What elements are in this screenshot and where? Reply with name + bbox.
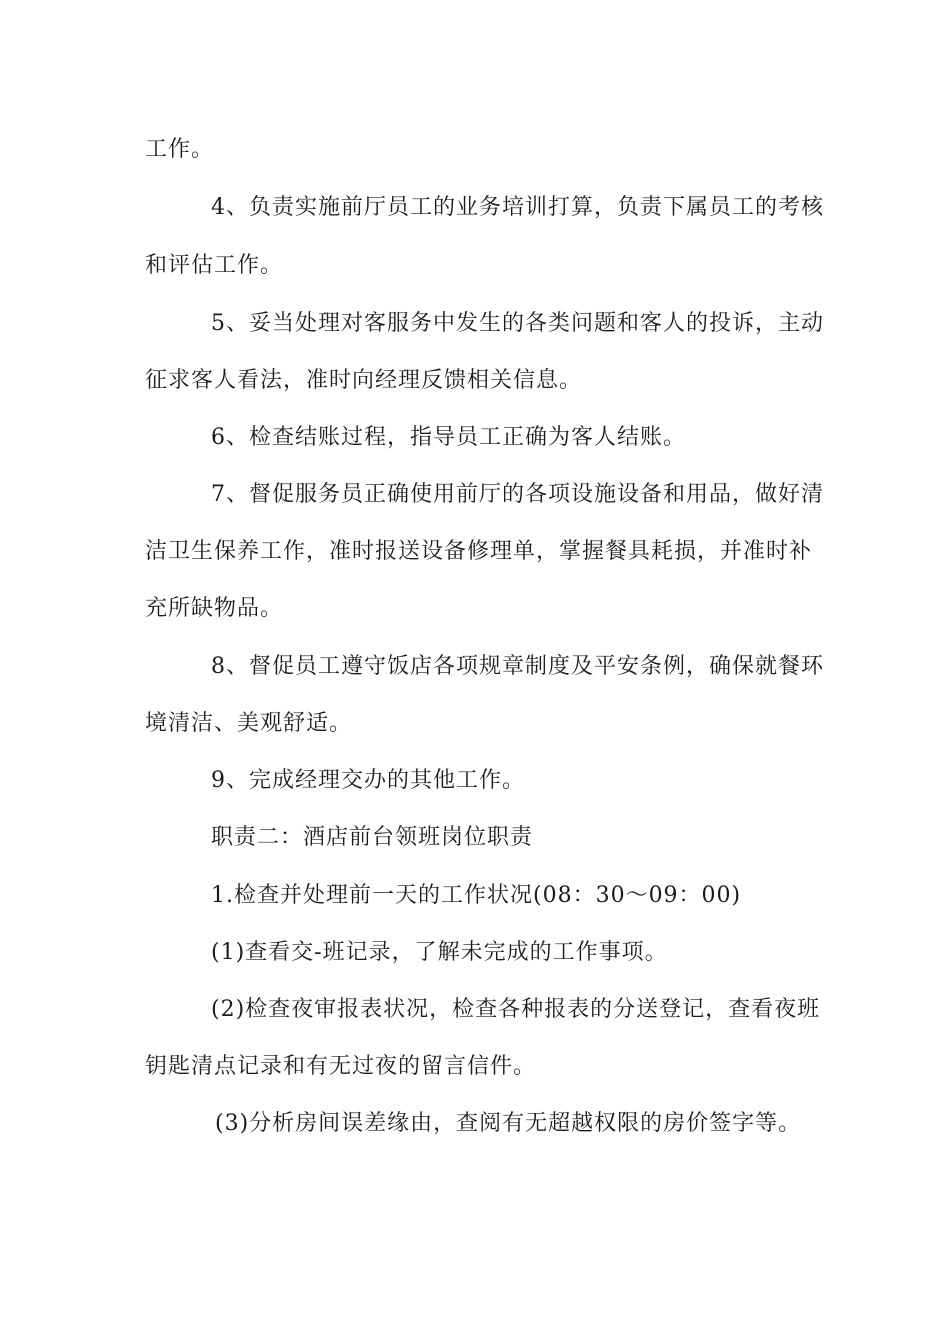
sub-item-2-line-2: 钥匙清点记录和有无过夜的留言信件。 [145, 1054, 537, 1079]
item-5-line-2: 征求客人看法，准时向经理反馈相关信息。 [145, 368, 583, 393]
item-8-line-1: 8、督促员工遵守饭店各项规章制度及平安条例，确保就餐环 [211, 654, 824, 679]
subsection-1-heading: 1.检查并处理前一天的工作状况(08：30～09：00) [211, 883, 742, 908]
item-6-line-1: 6、检查结账过程，指导员工正确为客人结账。 [211, 425, 686, 450]
item-7-line-3: 充所缺物品。 [145, 596, 284, 621]
section-heading: 职责二：酒店前台领班岗位职责 [211, 825, 534, 850]
item-5-line-1: 5、妥当处理对客服务中发生的各类问题和客人的投诉，主动 [211, 311, 824, 336]
item-4-line-2: 和评估工作。 [145, 253, 284, 278]
sub-item-3-line-1: (3)分析房间误差缘由，查阅有无超越权限的房价签字等。 [215, 1111, 802, 1136]
sub-item-1-line-1: (1)查看交-班记录，了解未完成的工作事项。 [211, 940, 668, 965]
item-7-line-2: 洁卫生保养工作，准时报送设备修理单，掌握餐具耗损，并准时补 [145, 539, 813, 564]
item-8-line-2: 境清洁、美观舒适。 [145, 711, 353, 736]
item-4-line-1: 4、负责实施前厅员工的业务培训打算，负责下属员工的考核 [211, 195, 824, 220]
item-7-line-1: 7、督促服务员正确使用前厅的各项设施设备和用品，做好清 [211, 482, 824, 507]
item-9-line-1: 9、完成经理交办的其他工作。 [211, 768, 525, 793]
text-line-continuation: 工作。 [145, 137, 215, 162]
sub-item-2-line-1: (2)检查夜审报表状况，检查各种报表的分送登记，查看夜班 [211, 997, 821, 1022]
